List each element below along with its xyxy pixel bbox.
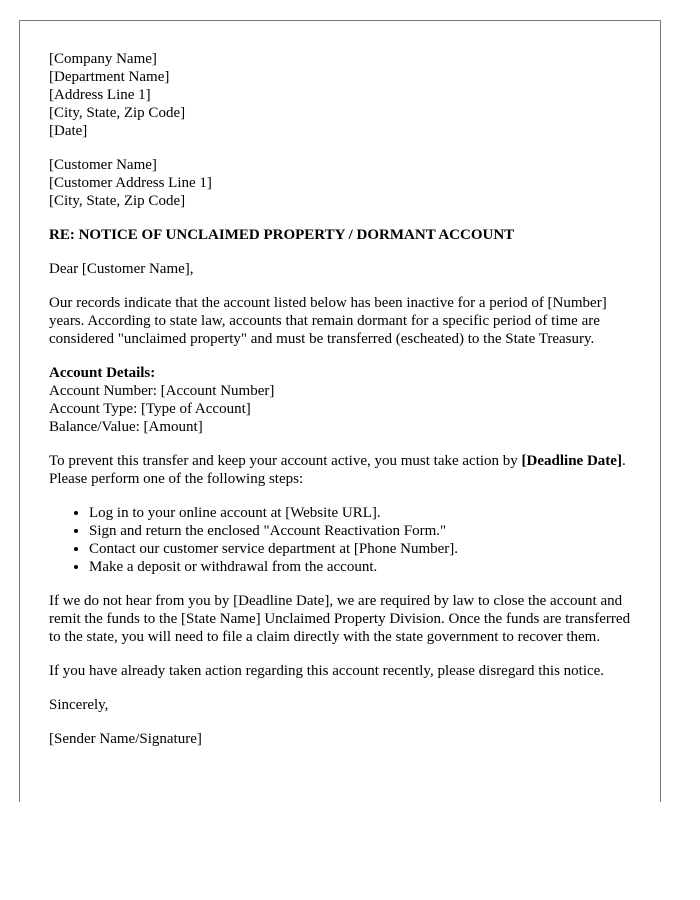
customer-name: [Customer Name] (49, 157, 157, 173)
letter-body (49, 50, 639, 764)
letter-date: [Date] (49, 123, 88, 139)
list-item: • Contact our customer service department at [Phone Number]. (89, 540, 639, 558)
sender-address-line1: [Address Line 1] (49, 87, 151, 103)
company-name: [Company Name] (49, 51, 157, 67)
disregard-paragraph: If you have already taken action regarding this account recently, please disregard this notice. (49, 663, 605, 679)
action-paragraph (49, 452, 639, 488)
customer-address-line1: [Customer Address Line 1] (49, 175, 212, 191)
closing: Sincerely, (49, 697, 109, 713)
account-balance: Balance/Value: [Amount] (49, 419, 203, 435)
recipient-address-block (49, 156, 639, 210)
intro-paragraph: Our records indicate that the account listed below has been inactive for a period of [Number] years. According to state law, accounts that remain dormant for a specific period of time are considered "unclaimed property" and must be transferred (escheated) to the State Treasury. (49, 295, 607, 347)
deadline-date: [Deadline Date] (521, 453, 622, 469)
account-number: Account Number: [Account Number] (49, 383, 275, 399)
salutation: Dear [Customer Name], (49, 261, 194, 277)
signature: [Sender Name/Signature] (49, 731, 202, 747)
department-name: [Department Name] (49, 69, 170, 85)
account-details-block (49, 364, 639, 436)
list-item: • Make a deposit or withdrawal from the account. (89, 558, 639, 576)
sender-city-state-zip: [City, State, Zip Code] (49, 105, 186, 121)
sender-address-block (49, 50, 639, 140)
warning-paragraph: If we do not hear from you by [Deadline Date], we are required by law to close the account and remit the funds to the [State Name] Unclaimed Property Division. Once the funds are transferred to the state, you will need to file a claim directly with the state government to recover them. (49, 593, 631, 645)
action-text-before: To prevent this transfer and keep your account active, you must take action by (49, 453, 522, 469)
list-item: • Log in to your online account at [Website URL]. (89, 504, 639, 522)
account-details-heading: Account Details: (49, 365, 156, 381)
subject-line: RE: NOTICE OF UNCLAIMED PROPERTY / DORMANT ACCOUNT (49, 227, 515, 243)
customer-city-state-zip: [City, State, Zip Code] (49, 193, 186, 209)
account-type: Account Type: [Type of Account] (49, 401, 251, 417)
action-list (49, 504, 639, 576)
list-item: • Sign and return the enclosed "Account Reactivation Form." (89, 522, 639, 540)
letter-page (19, 20, 661, 802)
action-text-after: . Please perform one of the following steps: (49, 453, 626, 487)
